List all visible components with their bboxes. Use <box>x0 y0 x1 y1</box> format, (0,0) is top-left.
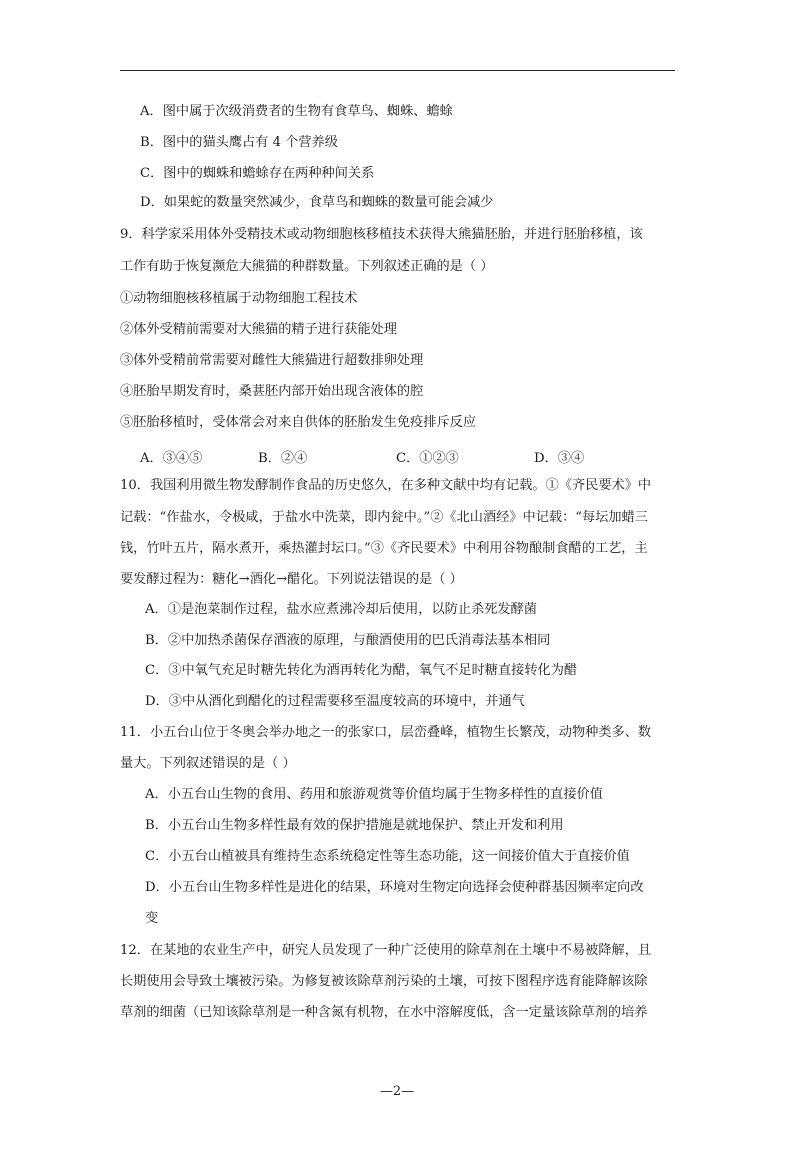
q9-options-row <box>140 447 680 465</box>
q11-stem-line-2: 量大。下列叙述错误的是（ ） <box>120 756 296 771</box>
q9-option-b: B．②④ <box>258 451 308 466</box>
q10-stem-line-4: 要发酵过程为：糖化→酒化→醋化。下列说法错误的是（ ） <box>120 572 463 587</box>
q9-statement-3: ③体外受精前常需要对雌性大熊猫进行超数排卵处理 <box>120 353 424 368</box>
q8-option-b: B．图中的猫头鹰占有 4 个营养级 <box>140 135 338 150</box>
q8-option-c: C．图中的蜘蛛和蟾蜍存在两种种间关系 <box>140 166 375 181</box>
q10-option-c: C．③中氧气充足时糖先转化为酒再转化为醋，氧气不足时糖直接转化为醋 <box>145 663 578 678</box>
q11-option-b: B．小五台山生物多样性最有效的保护措施是就地保护、禁止开发和利用 <box>145 818 564 833</box>
header-rule <box>120 70 675 71</box>
q8-option-d: D．如果蛇的数量突然减少，食草鸟和蜘蛛的数量可能会减少 <box>140 195 494 210</box>
q12-stem-line-3: 草剂的细菌（已知该除草剂是一种含氮有机物，在水中溶解度低，含一定量该除草剂的培养 <box>120 1005 648 1020</box>
q9-option-a: A．③④⑤ <box>140 451 203 466</box>
q10-option-d: D．③中从酒化到醋化的过程需要移至温度较高的环境中，并通气 <box>145 694 525 709</box>
q12-stem-line-1: 12．在某地的农业生产中，研究人员发现了一种广泛使用的除草剂在土壤中不易被降解，且 <box>120 943 652 958</box>
q9-statement-5: ⑤胚胎移植时，受体常会对来自供体的胚胎发生免疫排斥反应 <box>120 415 477 430</box>
q9-stem-line-2: 工作有助于恢复濒危大熊猫的种群数量。下列叙述正确的是（ ） <box>120 259 494 274</box>
q9-statement-4: ④胚胎早期发育时，桑葚胚内部开始出现含液体的腔 <box>120 384 424 399</box>
q9-statement-1: ①动物细胞核移植属于动物细胞工程技术 <box>120 291 358 306</box>
q10-option-b: B．②中加热杀菌保存酒液的原理，与酿酒使用的巴氏消毒法基本相同 <box>145 633 551 648</box>
q10-stem-line-3: 钱，竹叶五片，隔水煮开，乘热灌封坛口。”③《齐民要术》中利用谷物酿制食醋的工艺，主 <box>120 541 648 556</box>
q11-stem-line-1: 11．小五台山位于冬奥会举办地之一的张家口，层峦叠峰，植物生长繁茂，动物种类多、数 <box>120 725 652 740</box>
q11-option-a: A．小五台山生物的食用、药用和旅游观赏等价值均属于生物多样性的直接价值 <box>145 787 603 802</box>
q10-stem-line-1: 10．我国利用微生物发酵制作食品的历史悠久，在多种文献中均有记载。①《齐民要术》中 <box>120 478 652 493</box>
q10-option-a: A．①是泡菜制作过程，盐水应煮沸冷却后使用，以防止杀死发酵菌 <box>145 602 537 617</box>
q10-stem-line-2: 记载：“作盐水，令极咸，于盐水中洗菜，即内瓮中。”②《北山酒经》中记载：“每坛加蜡三 <box>120 510 648 525</box>
page-number: —2— <box>379 1084 415 1099</box>
q12-stem-line-2: 长期使用会导致土壤被污染。为修复被该除草剂污染的土壤，可按下图程序选育能降解该除 <box>120 974 648 989</box>
q8-option-a: A．图中属于次级消费者的生物有食草鸟、蜘蛛、蟾蜍 <box>140 104 453 119</box>
q9-option-c: C．①②③ <box>396 451 459 466</box>
q9-stem-line-1: 9．科学家采用体外受精技术或动物细胞核移植技术获得大熊猫胚胎，并进行胚胎移植，该 <box>120 227 643 242</box>
q11-option-d: D．小五台山生物多样性是进化的结果，环境对生物定向选择会使种群基因频率定向改 <box>145 880 644 895</box>
q9-option-d: D．③④ <box>534 451 585 466</box>
q9-statement-2: ②体外受精前需要对大熊猫的精子进行获能处理 <box>120 322 397 337</box>
q11-option-d-continued: 变 <box>145 911 159 926</box>
q11-option-c: C．小五台山植被具有维持生态系统稳定性等生态功能，这一间接价值大于直接价值 <box>145 849 630 864</box>
